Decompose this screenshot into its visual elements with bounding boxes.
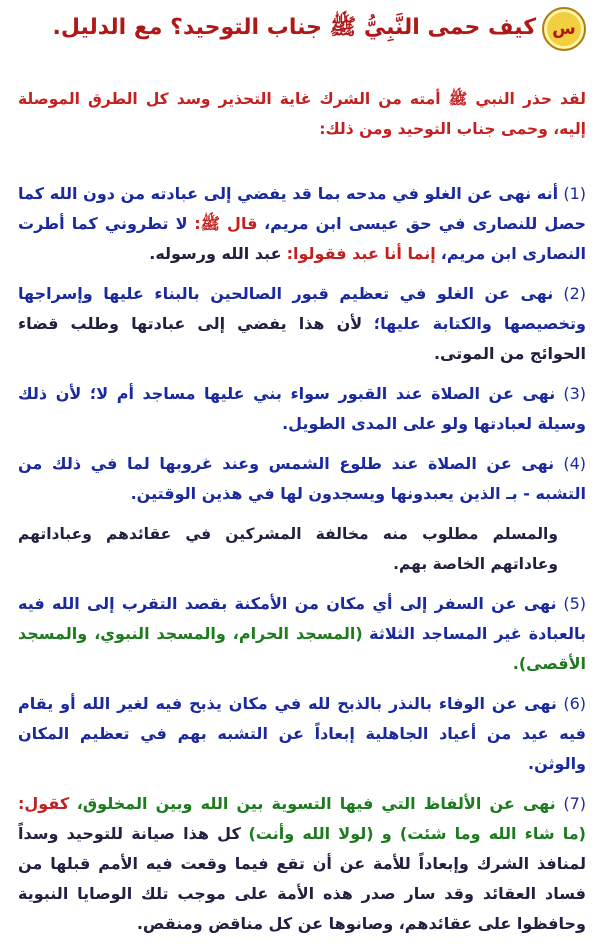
list-item-3 [18, 379, 586, 439]
question-badge-label: س [552, 19, 576, 39]
item-number: (1) [563, 184, 586, 203]
item-number: (3) [563, 384, 586, 403]
hadith-intro: قال ﷺ: [194, 214, 258, 233]
item-number: (5) [563, 594, 586, 613]
hadith-text-emphasis: إنما أنا عبد فقولوا: [286, 244, 436, 263]
list-item-4 [18, 449, 586, 509]
mosques-list: (المسجد الحرام، والمسجد النبوي، والمسجد الأقصى). [18, 624, 586, 673]
list-item-6 [18, 689, 586, 779]
item-text: نهى عن الغلو في تعظيم قبور الصالحين بالبناء عليها وإسراجها وتخصيصها والكتابة عليها؛ [18, 284, 586, 333]
hadith-text: لا تطروني كما أطرت النصارى ابن مريم، [18, 214, 586, 263]
item-text-reason: لأن هذا يفضي إلى عبادتها وطلب قضاء الحوائج من الموتى. [18, 314, 586, 363]
list-item-7 [18, 789, 586, 939]
list-item-2 [18, 279, 586, 369]
intro-paragraph: لقد حذر النبي ﷺ أمته من الشرك غاية التحذير وسد كل الطرق الموصلة إليه، وحمى جناب التوحيد ومن ذلك: [18, 90, 586, 138]
item-number: (4) [563, 454, 586, 473]
example-phrases: (ما شاء الله وما شئت) و (لولا الله وأنت) [248, 824, 586, 843]
item-text: نهى عن السفر إلى أي مكان من الأمكنة بقصد التقرب إلى الله فيه بالعبادة غير المساجد الثلاثة [18, 594, 586, 643]
list-item-1 [18, 179, 586, 269]
item-text: نهى عن الصلاة عند طلوع الشمس وعند غروبها لما في ذلك من التشبه - بـ الذين يعبدونها ويسجدون لها في هذين الوقتين. [18, 454, 586, 503]
page-title: كيف حمى النَّبِيُّ ﷺ جناب التوحيد؟ مع الدليل. [52, 15, 536, 40]
example-intro: كقول: [18, 794, 70, 813]
item-4-note: والمسلم مطلوب منه مخالفة المشركين في عقائدهم وعباداتهم وعاداتهم الخاصة بهم. [18, 525, 558, 573]
document-body [18, 84, 586, 949]
item-text: أنه نهى عن الغلو في مدحه بما قد يفضي إلى عبادته من دون الله كما حصل للنصارى في حق عيسى ابن مريم، [18, 184, 586, 233]
item-number: (2) [563, 284, 586, 303]
item-text: نهى عن الصلاة عند القبور سواء بني عليها مساجد أم لا؛ لأن ذلك وسيلة لعبادتها ولو على المدى الطويل. [18, 384, 586, 433]
item-number: (6) [563, 694, 587, 713]
list-item-5 [18, 589, 586, 679]
item-conclusion: كل هذا صيانة للتوحيد وسداً لمنافذ الشرك وإبعاداً للأمة عن أن تقع فيما وقعت فيه الأمم قبلها من فساد العقائد وقد سار صدر هذه الأمة على موجب تلك الوصايا النبوية وحافظوا على عقائدهم، وصانوها عن كل مناقض ومنقص. [18, 824, 586, 933]
item-text: نهى عن الألفاظ التي فيها التسوية بين الله وبين المخلوق، [76, 794, 556, 813]
item-text: نهى عن الوفاء بالنذر بالذبح لله في مكان يذبح فيه لغير الله أو يقام فيه عيد من أعياد الجاهلية إبعاداً عن التشبه بهم في تعظيم المكان والوثن. [18, 694, 586, 773]
item-number: (7) [563, 794, 587, 813]
hadith-text-end: عبد الله ورسوله. [149, 244, 282, 263]
page-header [14, 6, 586, 52]
question-badge-icon [542, 7, 586, 51]
